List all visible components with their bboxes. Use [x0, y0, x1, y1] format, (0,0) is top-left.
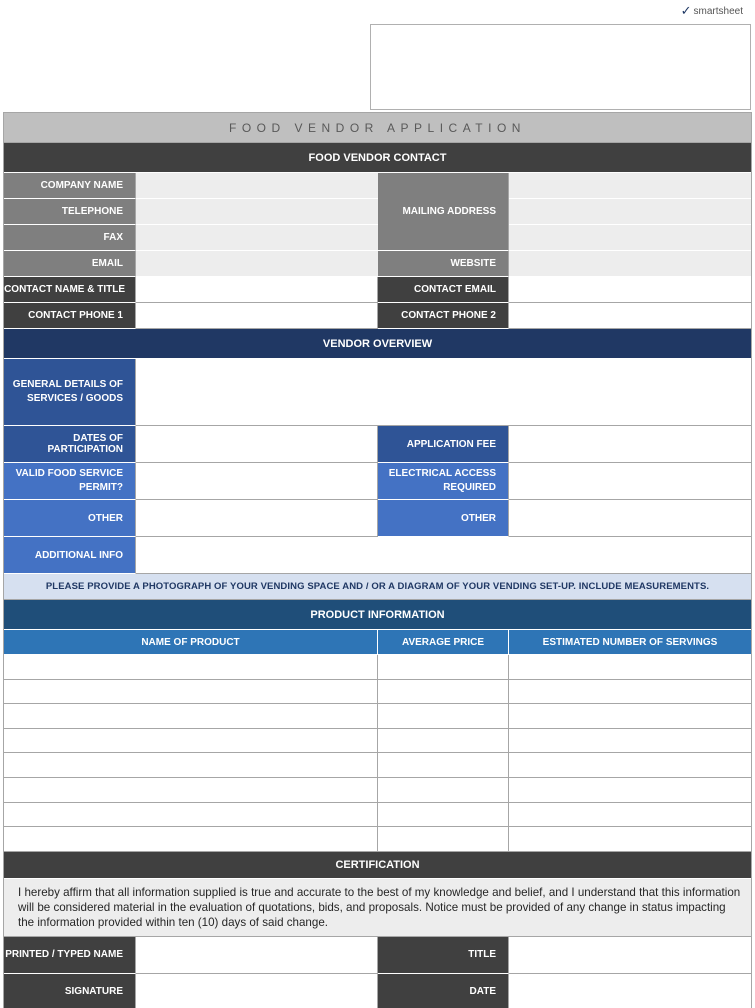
printed-name-label: PRINTED / TYPED NAME — [4, 937, 136, 974]
table-row — [4, 778, 751, 803]
contact-name-title-field[interactable] — [136, 277, 378, 303]
fax-field[interactable] — [136, 225, 378, 251]
average-price-cell[interactable] — [378, 778, 509, 803]
contact-phone-1-field[interactable] — [136, 303, 378, 329]
telephone-field[interactable] — [136, 199, 378, 225]
electrical-access-label: ELECTRICAL ACCESS REQUIRED — [378, 463, 509, 500]
valid-permit-field[interactable] — [136, 463, 378, 500]
additional-info-field[interactable] — [136, 537, 751, 574]
other-right-label: OTHER — [378, 500, 509, 537]
electrical-access-field[interactable] — [509, 463, 751, 500]
table-row — [4, 827, 751, 852]
general-details-row — [4, 359, 751, 426]
average-price-cell[interactable] — [378, 803, 509, 828]
average-price-cell[interactable] — [378, 729, 509, 754]
dates-row — [4, 426, 751, 463]
section-header-product: PRODUCT INFORMATION — [4, 600, 751, 630]
photo-note: PLEASE PROVIDE A PHOTOGRAPH OF YOUR VENDING SPACE AND / OR A DIAGRAM OF YOUR VENDING SET-UP. INCLUDE MEASUREMENTS. — [4, 574, 751, 600]
signature-row — [4, 974, 751, 1008]
contact-phone-2-field[interactable] — [509, 303, 751, 329]
product-name-cell[interactable] — [4, 753, 378, 778]
average-price-cell[interactable] — [378, 753, 509, 778]
column-header-product-name: NAME OF PRODUCT — [4, 630, 378, 655]
section-header-certification: CERTIFICATION — [4, 852, 751, 879]
servings-cell[interactable] — [509, 655, 751, 680]
contact-name-row — [4, 277, 751, 303]
table-row — [4, 803, 751, 828]
mailing-address-field-1[interactable] — [509, 173, 751, 199]
signature-field[interactable] — [136, 974, 378, 1008]
mailing-address-field-3[interactable] — [509, 225, 751, 251]
email-field[interactable] — [136, 251, 378, 277]
product-name-cell[interactable] — [4, 803, 378, 828]
contact-right-column — [378, 173, 751, 277]
table-row — [4, 729, 751, 754]
average-price-cell[interactable] — [378, 680, 509, 705]
product-name-cell[interactable] — [4, 778, 378, 803]
table-row — [4, 680, 751, 705]
dates-of-participation-field[interactable] — [136, 426, 378, 463]
average-price-cell[interactable] — [378, 704, 509, 729]
date-label: DATE — [378, 974, 509, 1008]
product-name-cell[interactable] — [4, 729, 378, 754]
servings-cell[interactable] — [509, 704, 751, 729]
other-left-label: OTHER — [4, 500, 136, 537]
other-row — [4, 500, 751, 537]
average-price-cell[interactable] — [378, 827, 509, 852]
food-vendor-form — [3, 112, 752, 1008]
other-left-field[interactable] — [136, 500, 378, 537]
company-name-field[interactable] — [136, 173, 378, 199]
servings-cell[interactable] — [509, 778, 751, 803]
table-row — [4, 704, 751, 729]
servings-cell[interactable] — [509, 729, 751, 754]
servings-cell[interactable] — [509, 803, 751, 828]
form-title: FOOD VENDOR APPLICATION — [4, 113, 751, 143]
section-header-overview: VENDOR OVERVIEW — [4, 329, 751, 359]
logo-upload-box[interactable] — [370, 24, 751, 110]
telephone-label: TELEPHONE — [4, 199, 136, 225]
permit-row — [4, 463, 751, 500]
contact-block — [4, 173, 751, 277]
contact-phone-1-label: CONTACT PHONE 1 — [4, 303, 136, 329]
table-row — [4, 753, 751, 778]
date-field[interactable] — [509, 974, 751, 1008]
product-name-cell[interactable] — [4, 827, 378, 852]
title-label: TITLE — [378, 937, 509, 974]
certification-statement: I hereby affirm that all information supplied is true and accurate to the best of my knowledge and belief, and I understand that this information will be considered material in the evaluation of quotations, bids, and proposals. Notice must be provided of any change in status impacting the information provided within ten (10) days of said change. — [4, 879, 751, 937]
contact-phone-2-label: CONTACT PHONE 2 — [378, 303, 509, 329]
additional-info-label: ADDITIONAL INFO — [4, 537, 136, 574]
printed-name-field[interactable] — [136, 937, 378, 974]
application-fee-label: APPLICATION FEE — [378, 426, 509, 463]
column-header-servings: ESTIMATED NUMBER OF SERVINGS — [509, 630, 751, 655]
average-price-cell[interactable] — [378, 655, 509, 680]
column-header-average-price: AVERAGE PRICE — [378, 630, 509, 655]
application-fee-field[interactable] — [509, 426, 751, 463]
contact-left-column — [4, 173, 378, 277]
product-name-cell[interactable] — [4, 655, 378, 680]
email-label: EMAIL — [4, 251, 136, 277]
website-field[interactable] — [509, 251, 751, 277]
product-name-cell[interactable] — [4, 704, 378, 729]
general-details-label: GENERAL DETAILS OF SERVICES / GOODS — [4, 359, 136, 426]
dates-of-participation-label: DATES OF PARTICIPATION — [4, 426, 136, 463]
contact-phone-row — [4, 303, 751, 329]
printed-name-row — [4, 937, 751, 974]
title-field[interactable] — [509, 937, 751, 974]
contact-email-label: CONTACT EMAIL — [378, 277, 509, 303]
servings-cell[interactable] — [509, 680, 751, 705]
contact-name-title-label: CONTACT NAME & TITLE — [4, 277, 136, 303]
other-right-field[interactable] — [509, 500, 751, 537]
general-details-field[interactable] — [136, 359, 751, 426]
checkmark-icon: ✓ — [680, 3, 692, 19]
section-header-contact: FOOD VENDOR CONTACT — [4, 143, 751, 173]
table-row — [4, 655, 751, 680]
additional-info-row — [4, 537, 751, 574]
smartsheet-logo — [681, 3, 743, 19]
fax-label: FAX — [4, 225, 136, 251]
signature-label: SIGNATURE — [4, 974, 136, 1008]
logo-text: smartsheet — [693, 5, 743, 17]
product-table-header — [4, 630, 751, 655]
website-label: WEBSITE — [378, 251, 509, 277]
company-name-label: COMPANY NAME — [4, 173, 136, 199]
valid-permit-label: VALID FOOD SERVICE PERMIT? — [4, 463, 136, 500]
product-name-cell[interactable] — [4, 680, 378, 705]
servings-cell[interactable] — [509, 827, 751, 852]
servings-cell[interactable] — [509, 753, 751, 778]
contact-email-field[interactable] — [509, 277, 751, 303]
mailing-address-label: MAILING ADDRESS — [378, 173, 509, 251]
mailing-address-field-2[interactable] — [509, 199, 751, 225]
